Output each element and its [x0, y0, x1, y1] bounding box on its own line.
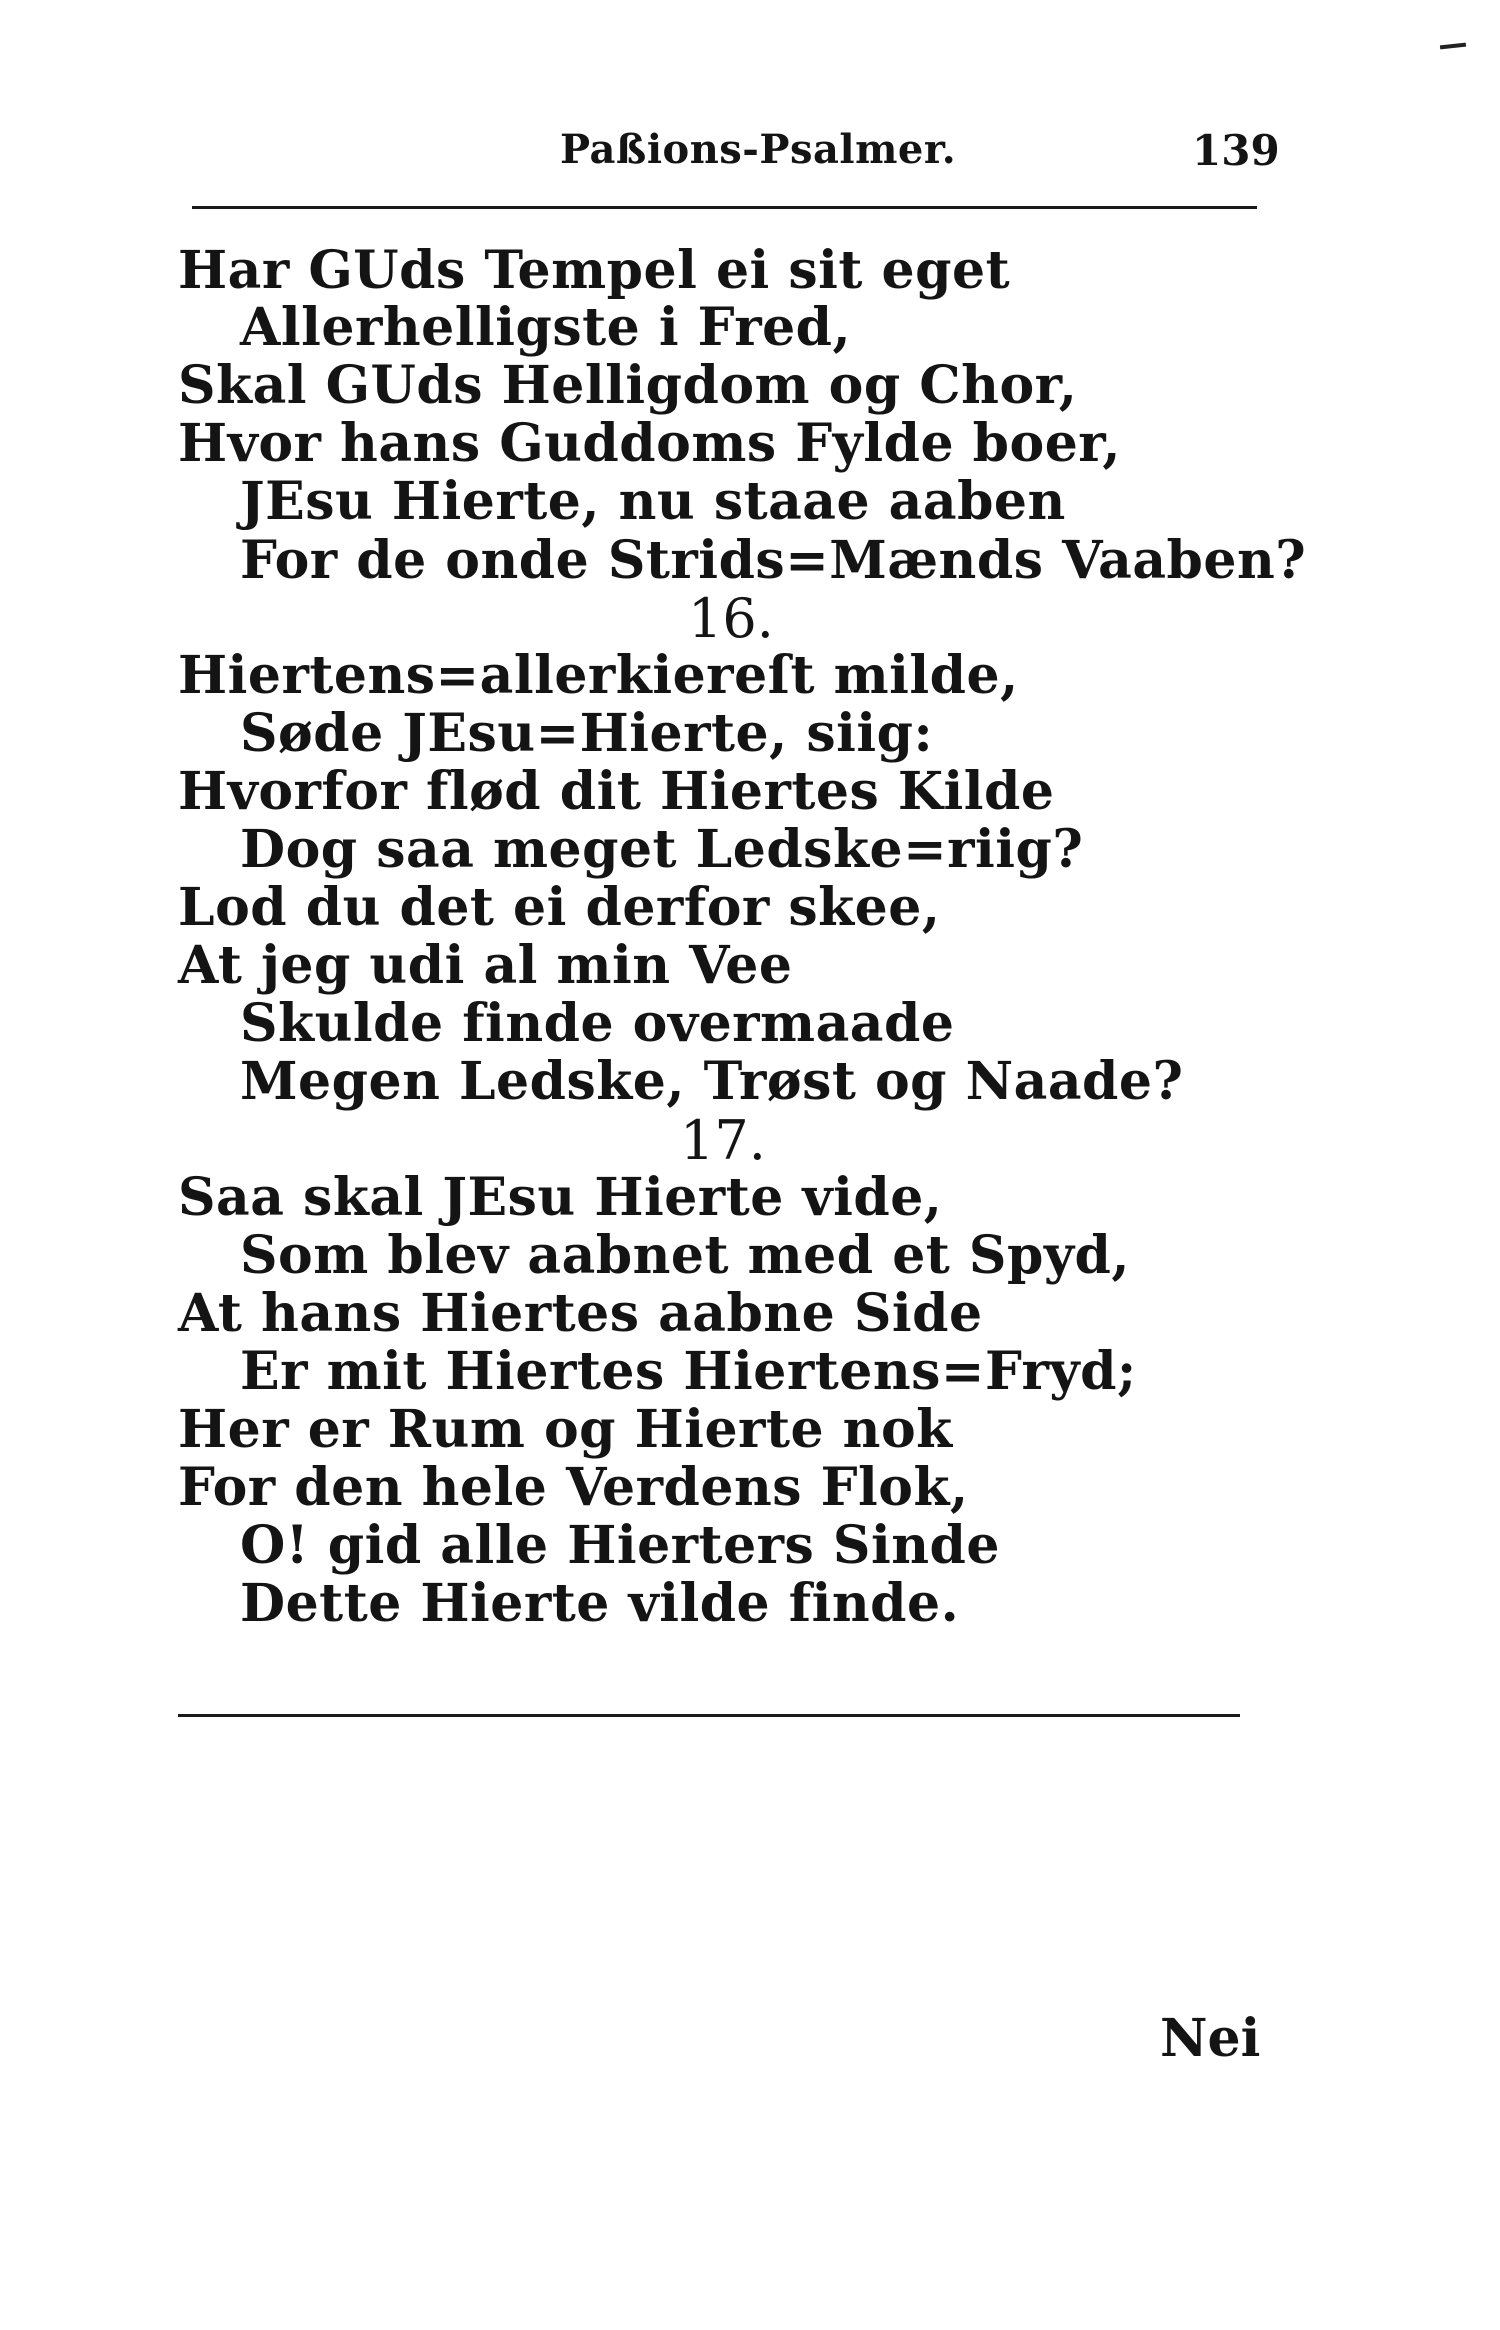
stanza-number: 16.: [688, 587, 774, 650]
verse-line: Er mit Hiertes Hiertens=Fryd;: [240, 1341, 1137, 1402]
verse-line: For den hele Verdens Flok,: [178, 1457, 969, 1518]
verse-line: Saa skal JEsu Hierte vide,: [178, 1167, 943, 1228]
verse-line: For de onde Strids=Mænds Vaaben?: [240, 530, 1307, 591]
verse-line: Hvorfor flød dit Hiertes Kilde: [178, 761, 1055, 822]
verse-line: Megen Ledske, Trøst og Naade?: [240, 1051, 1184, 1112]
verse-line: JEsu Hierte, nu staae aaben: [240, 471, 1066, 532]
page-number: 139: [1192, 126, 1280, 175]
verse-line: Søde JEsu=Hierte, siig:: [240, 703, 934, 764]
verse-line: Skulde finde overmaade: [240, 993, 955, 1054]
verse-line: Skal GUds Helligdom og Chor,: [178, 355, 1078, 416]
stanza-number: 17.: [680, 1109, 766, 1172]
verse-line: Som blev aabnet med et Spyd,: [240, 1225, 1131, 1286]
edge-mark: [1440, 43, 1466, 50]
verse-line: Dog saa meget Ledske=riig?: [240, 819, 1084, 880]
verse-line: Dette Hierte vilde finde.: [240, 1573, 960, 1634]
header-rule: [192, 206, 1257, 209]
verse-line: Hiertens=allerkiereſt milde,: [178, 645, 1019, 706]
verse-line: O! gid alle Hierters Sinde: [240, 1515, 1000, 1576]
verse-line: Har GUds Tempel ei sit eget: [178, 240, 1011, 301]
verse-line: At hans Hiertes aabne Side: [178, 1283, 983, 1344]
running-header: Paßions-Psalmer.: [560, 126, 957, 173]
catchword: Nei: [1160, 2008, 1261, 2069]
verse-line: Her er Rum og Hierte nok: [178, 1399, 953, 1460]
verse-line: Allerhelligste i Fred,: [240, 297, 852, 358]
verse-line: At jeg udi al min Vee: [178, 935, 793, 996]
verse-line: Lod du det ei derfor skee,: [178, 877, 941, 938]
verse-line: Hvor hans Guddoms Fylde boer,: [178, 413, 1122, 474]
end-rule: [178, 1714, 1240, 1717]
